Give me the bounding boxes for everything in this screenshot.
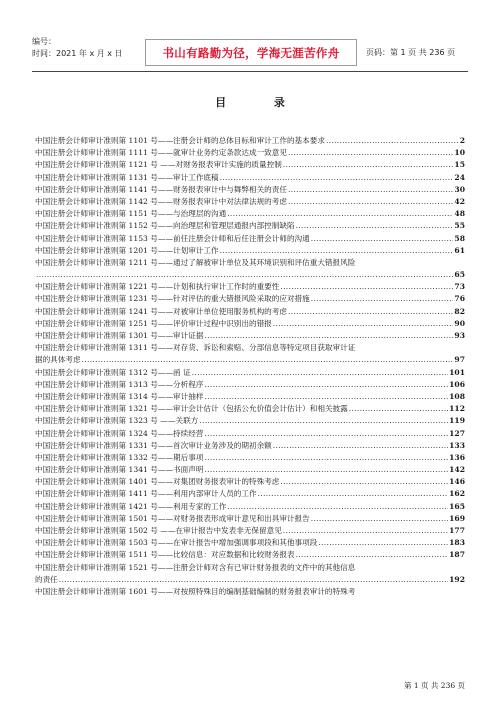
toc-entry[interactable] [35, 428, 465, 440]
page-header [32, 31, 468, 81]
toc-entry[interactable] [35, 306, 465, 318]
toc-entry-title: 中国注册会计师审计准则第 1503 号——在审计报告中增加强调事项段和其他事项段 [35, 538, 318, 548]
toc-page-number: 127 [449, 428, 465, 438]
toc-page-number: 93 [454, 331, 465, 340]
toc-entry-title: 中国注册会计师审计准则第 1141 号——财务报表审计中与舞弊相关的责任 [35, 184, 287, 194]
toc-page-number: 165 [449, 501, 465, 511]
toc-entry-title: 中国注册会计师审计准则第 1312 号——函 证 [35, 367, 191, 377]
toc-leader-dots [220, 245, 454, 257]
number-label: 编号： [32, 37, 56, 46]
toc-leader-dots [280, 476, 448, 488]
toc-page-number: 15 [454, 160, 465, 170]
toc-entry-title: 据的具体考虑 [35, 355, 81, 365]
toc-leader-dots [288, 306, 453, 318]
toc-entry-title: 中国注册会计师审计准则第 1151 号——与治理层的沟通 [35, 209, 227, 219]
toc-page-number: 162 [449, 489, 465, 499]
toc-leader-dots [288, 184, 453, 196]
toc-page-number: 73 [454, 282, 465, 292]
toc-entry-title: 中国注册会计师审计准则第 1401 号——对集团财务报表审计的特殊考虑 [35, 477, 280, 487]
toc-leader-dots [283, 159, 454, 171]
header-divider [32, 71, 468, 72]
toc-leader-dots [288, 147, 453, 159]
page-title: 目 录 [215, 96, 307, 109]
toc-leader-dots [204, 428, 448, 440]
toc-entry[interactable] [35, 172, 465, 184]
toc-entry-title: 中国注册会计师审计准则第 1221 号——计划和执行审计工作时的重要性 [35, 282, 280, 292]
toc-entry[interactable] [35, 501, 465, 513]
toc-page-number: 55 [454, 221, 465, 231]
toc-entry-title: 中国注册会计师审计准则第 1251 号——评价审计过程中识别出的错报 [35, 318, 272, 328]
toc-entry[interactable] [35, 330, 465, 342]
toc-entry-title: 中国注册会计师审计准则第 1323 号 ——关联方 [35, 416, 199, 426]
toc-page-number: 90 [454, 318, 465, 328]
toc-leader-dots [280, 281, 453, 293]
toc-page-number: 136 [449, 452, 465, 462]
toc-page-number: 108 [449, 391, 465, 401]
toc-entry[interactable] [35, 525, 465, 537]
table-of-contents [35, 135, 465, 598]
toc-entry-title: 中国注册会计师审计准则第 1501 号——对财务报表形成审计意见和出具审计报告 [35, 513, 310, 523]
toc-entry[interactable] [35, 513, 465, 525]
toc-entry-title: 中国注册会计师审计准则第 1152 号——向治理层和管理层通报内部控制缺陷 [35, 221, 295, 231]
toc-page-number: 169 [449, 513, 465, 523]
toc-entry[interactable] [35, 147, 465, 159]
toc-page-number: 76 [454, 294, 465, 304]
toc-entry[interactable] [35, 269, 465, 281]
toc-page-number: 106 [449, 379, 465, 389]
toc-page-number: 97 [454, 355, 465, 365]
toc-entry[interactable] [35, 196, 465, 208]
toc-leader-dots [192, 367, 448, 379]
page-info: 页码：第 1 页 共 236 页 [366, 48, 456, 57]
toc-leader-dots [204, 330, 453, 342]
toc-page-number: 101 [449, 367, 465, 377]
toc-entry[interactable] [35, 488, 465, 500]
toc-leader-dots [311, 233, 454, 245]
toc-entry[interactable] [35, 391, 465, 403]
toc-leader-dots [273, 318, 454, 330]
toc-entry-title[interactable]: 中国注册会计师审计准则第 1601 号——对按照特殊目的编制基础编制的财务报表审计的特殊考 [35, 586, 356, 596]
toc-leader-dots [204, 452, 448, 464]
toc-page-number: 82 [454, 306, 465, 316]
toc-entry[interactable] [35, 549, 465, 561]
toc-entry[interactable] [35, 293, 465, 305]
toc-entry[interactable] [35, 184, 465, 196]
toc-entry-title: 中国注册会计师审计准则第 1341 号——书面声明 [35, 465, 204, 475]
toc-leader-dots [36, 269, 453, 281]
toc-leader-dots [199, 415, 448, 427]
toc-page-number: 24 [454, 172, 465, 182]
toc-entry[interactable] [35, 415, 465, 427]
toc-entry-title: 中国注册会计师审计准则第 1321 号——审计会计估计（包括公允价值会计估计）和相关披露 [35, 404, 348, 414]
toc-entry[interactable] [35, 379, 465, 391]
toc-entry-title[interactable]: 中国注册会计师审计准则第 1211 号——通过了解被审计单位及其环境识别和评估重大错报风险 [35, 257, 356, 267]
toc-entry-title[interactable]: 中国注册会计师审计准则第 1311 号——对存货、诉讼和索赔、分部信息等特定项目获取审计证 [35, 343, 356, 353]
toc-page-number: 187 [449, 550, 465, 560]
toc-leader-dots [349, 403, 448, 415]
toc-page-number: 48 [454, 209, 465, 219]
toc-entry-title: 中国注册会计师审计准则第 1411 号——利用内部审计人员的工作 [35, 489, 257, 499]
toc-entry-title: 中国注册会计师审计准则第 1201 号——计划审计工作 [35, 245, 219, 255]
toc-page-number: 183 [449, 538, 465, 548]
toc-page-number: 61 [454, 245, 465, 255]
toc-leader-dots [273, 440, 448, 452]
toc-leader-dots [220, 172, 454, 184]
toc-leader-dots [318, 537, 448, 549]
toc-leader-dots [204, 391, 448, 403]
toc-page-number: 58 [454, 233, 465, 243]
toc-page-number: 10 [454, 148, 465, 158]
toc-leader-dots [326, 135, 459, 147]
toc-entry[interactable] [35, 574, 465, 586]
toc-entry[interactable] [35, 354, 465, 366]
toc-entry[interactable] [35, 245, 465, 257]
toc-leader-dots [311, 293, 454, 305]
toc-page-number: 119 [449, 416, 465, 426]
toc-entry[interactable] [35, 220, 465, 232]
toc-leader-dots [227, 501, 448, 513]
motto-box: 书山有路勤为径，学海无涯苦作舟 [145, 39, 357, 66]
toc-leader-dots [258, 488, 449, 500]
toc-entry[interactable] [35, 233, 465, 245]
toc-page-number: 133 [449, 440, 465, 450]
toc-leader-dots [204, 379, 448, 391]
toc-entry[interactable] [35, 318, 465, 330]
toc-entry-title: 中国注册会计师审计准则第 1314 号——审计抽样 [35, 391, 204, 401]
toc-entry[interactable] [35, 367, 465, 379]
toc-entry-title: 中国注册会计师审计准则第 1241 号——对被审计单位使用服务机构的考虑 [35, 306, 287, 316]
toc-entry[interactable] [35, 452, 465, 464]
toc-entry-title: 中国注册会计师审计准则第 1101 号——注册会计师的总体目标和审计工作的基本要求 [35, 136, 325, 145]
toc-entry-title: 的责任 [35, 574, 58, 584]
toc-entry-title: 中国注册会计师审计准则第 1421 号——利用专家的工作 [35, 501, 227, 511]
toc-entry-title: 中国注册会计师审计准则第 1231 号——针对评估的重大错报风险采取的应对措施 [35, 294, 310, 304]
toc-leader-dots [82, 354, 454, 366]
toc-entry-title: 中国注册会计师审计准则第 1153 号——前任注册会计师和后任注册会计师的沟通 [35, 233, 310, 243]
toc-entry-title: 中国注册会计师审计准则第 1111 号——就审计业务约定条款达成一致意见 [35, 148, 287, 158]
toc-entry-title: 中国注册会计师审计准则第 1502 号 ——在审计报告中发表非无保留意见 [35, 526, 282, 535]
toc-entry-title[interactable]: 中国注册会计师审计准则第 1521 号——注册会计师对含有已审计财务报表的文件中的其他信息 [35, 562, 356, 572]
toc-entry-title: 中国注册会计师审计准则第 1121 号 ——对财务报表审计实施的质量控制 [35, 160, 282, 170]
toc-entry[interactable] [35, 159, 465, 171]
toc-entry[interactable] [35, 537, 465, 549]
toc-leader-dots [296, 549, 449, 561]
toc-leader-dots [283, 525, 448, 537]
toc-leader-dots [311, 513, 448, 525]
toc-entry[interactable] [35, 208, 465, 220]
toc-leader-dots [296, 220, 454, 232]
toc-entry[interactable] [35, 464, 465, 476]
toc-page-number: 192 [449, 574, 465, 584]
toc-page-number: 42 [454, 196, 465, 206]
toc-page-number: 146 [449, 477, 465, 487]
toc-entry-title: 中国注册会计师审计准则第 1511 号——比较信息：对应数据和比较财务报表 [35, 550, 295, 560]
toc-page-number: 30 [454, 184, 465, 194]
toc-page-number: 177 [449, 526, 465, 535]
toc-page-number: 112 [449, 404, 465, 414]
toc-leader-dots [59, 574, 448, 586]
toc-page-number: 2 [459, 136, 465, 145]
toc-leader-dots [227, 208, 453, 220]
toc-entry-title: 中国注册会计师审计准则第 1332 号——期后事项 [35, 452, 204, 462]
time-label: 时间：2021 年 x 月 x 日 [32, 49, 123, 58]
toc-entry[interactable] [35, 135, 465, 147]
toc-entry[interactable] [35, 440, 465, 452]
toc-entry-title: 中国注册会计师审计准则第 1324 号——持续经营 [35, 428, 204, 438]
toc-entry-title: 中国注册会计师审计准则第 1313 号——分析程序 [35, 379, 204, 389]
toc-entry-title: 中国注册会计师审计准则第 1331 号——首次审计业务涉及的期初余额 [35, 440, 272, 450]
toc-entry-title: 中国注册会计师审计准则第 1142 号——财务报表审计中对法律法规的考虑 [35, 196, 287, 206]
toc-leader-dots [288, 196, 453, 208]
toc-entry-title: 中国注册会计师审计准则第 1301 号——审计证据 [35, 331, 204, 340]
toc-page-number: 65 [454, 270, 465, 280]
header-meta [32, 36, 123, 60]
toc-entry[interactable] [35, 403, 465, 415]
toc-page-number: 142 [449, 465, 465, 475]
toc-entry-title: 中国注册会计师审计准则第 1131 号——审计工作底稿 [35, 172, 219, 182]
toc-entry[interactable] [35, 281, 465, 293]
toc-leader-dots [204, 464, 448, 476]
toc-entry[interactable] [35, 476, 465, 488]
page-footer: 第 1 页 共 236 页 [403, 681, 465, 690]
